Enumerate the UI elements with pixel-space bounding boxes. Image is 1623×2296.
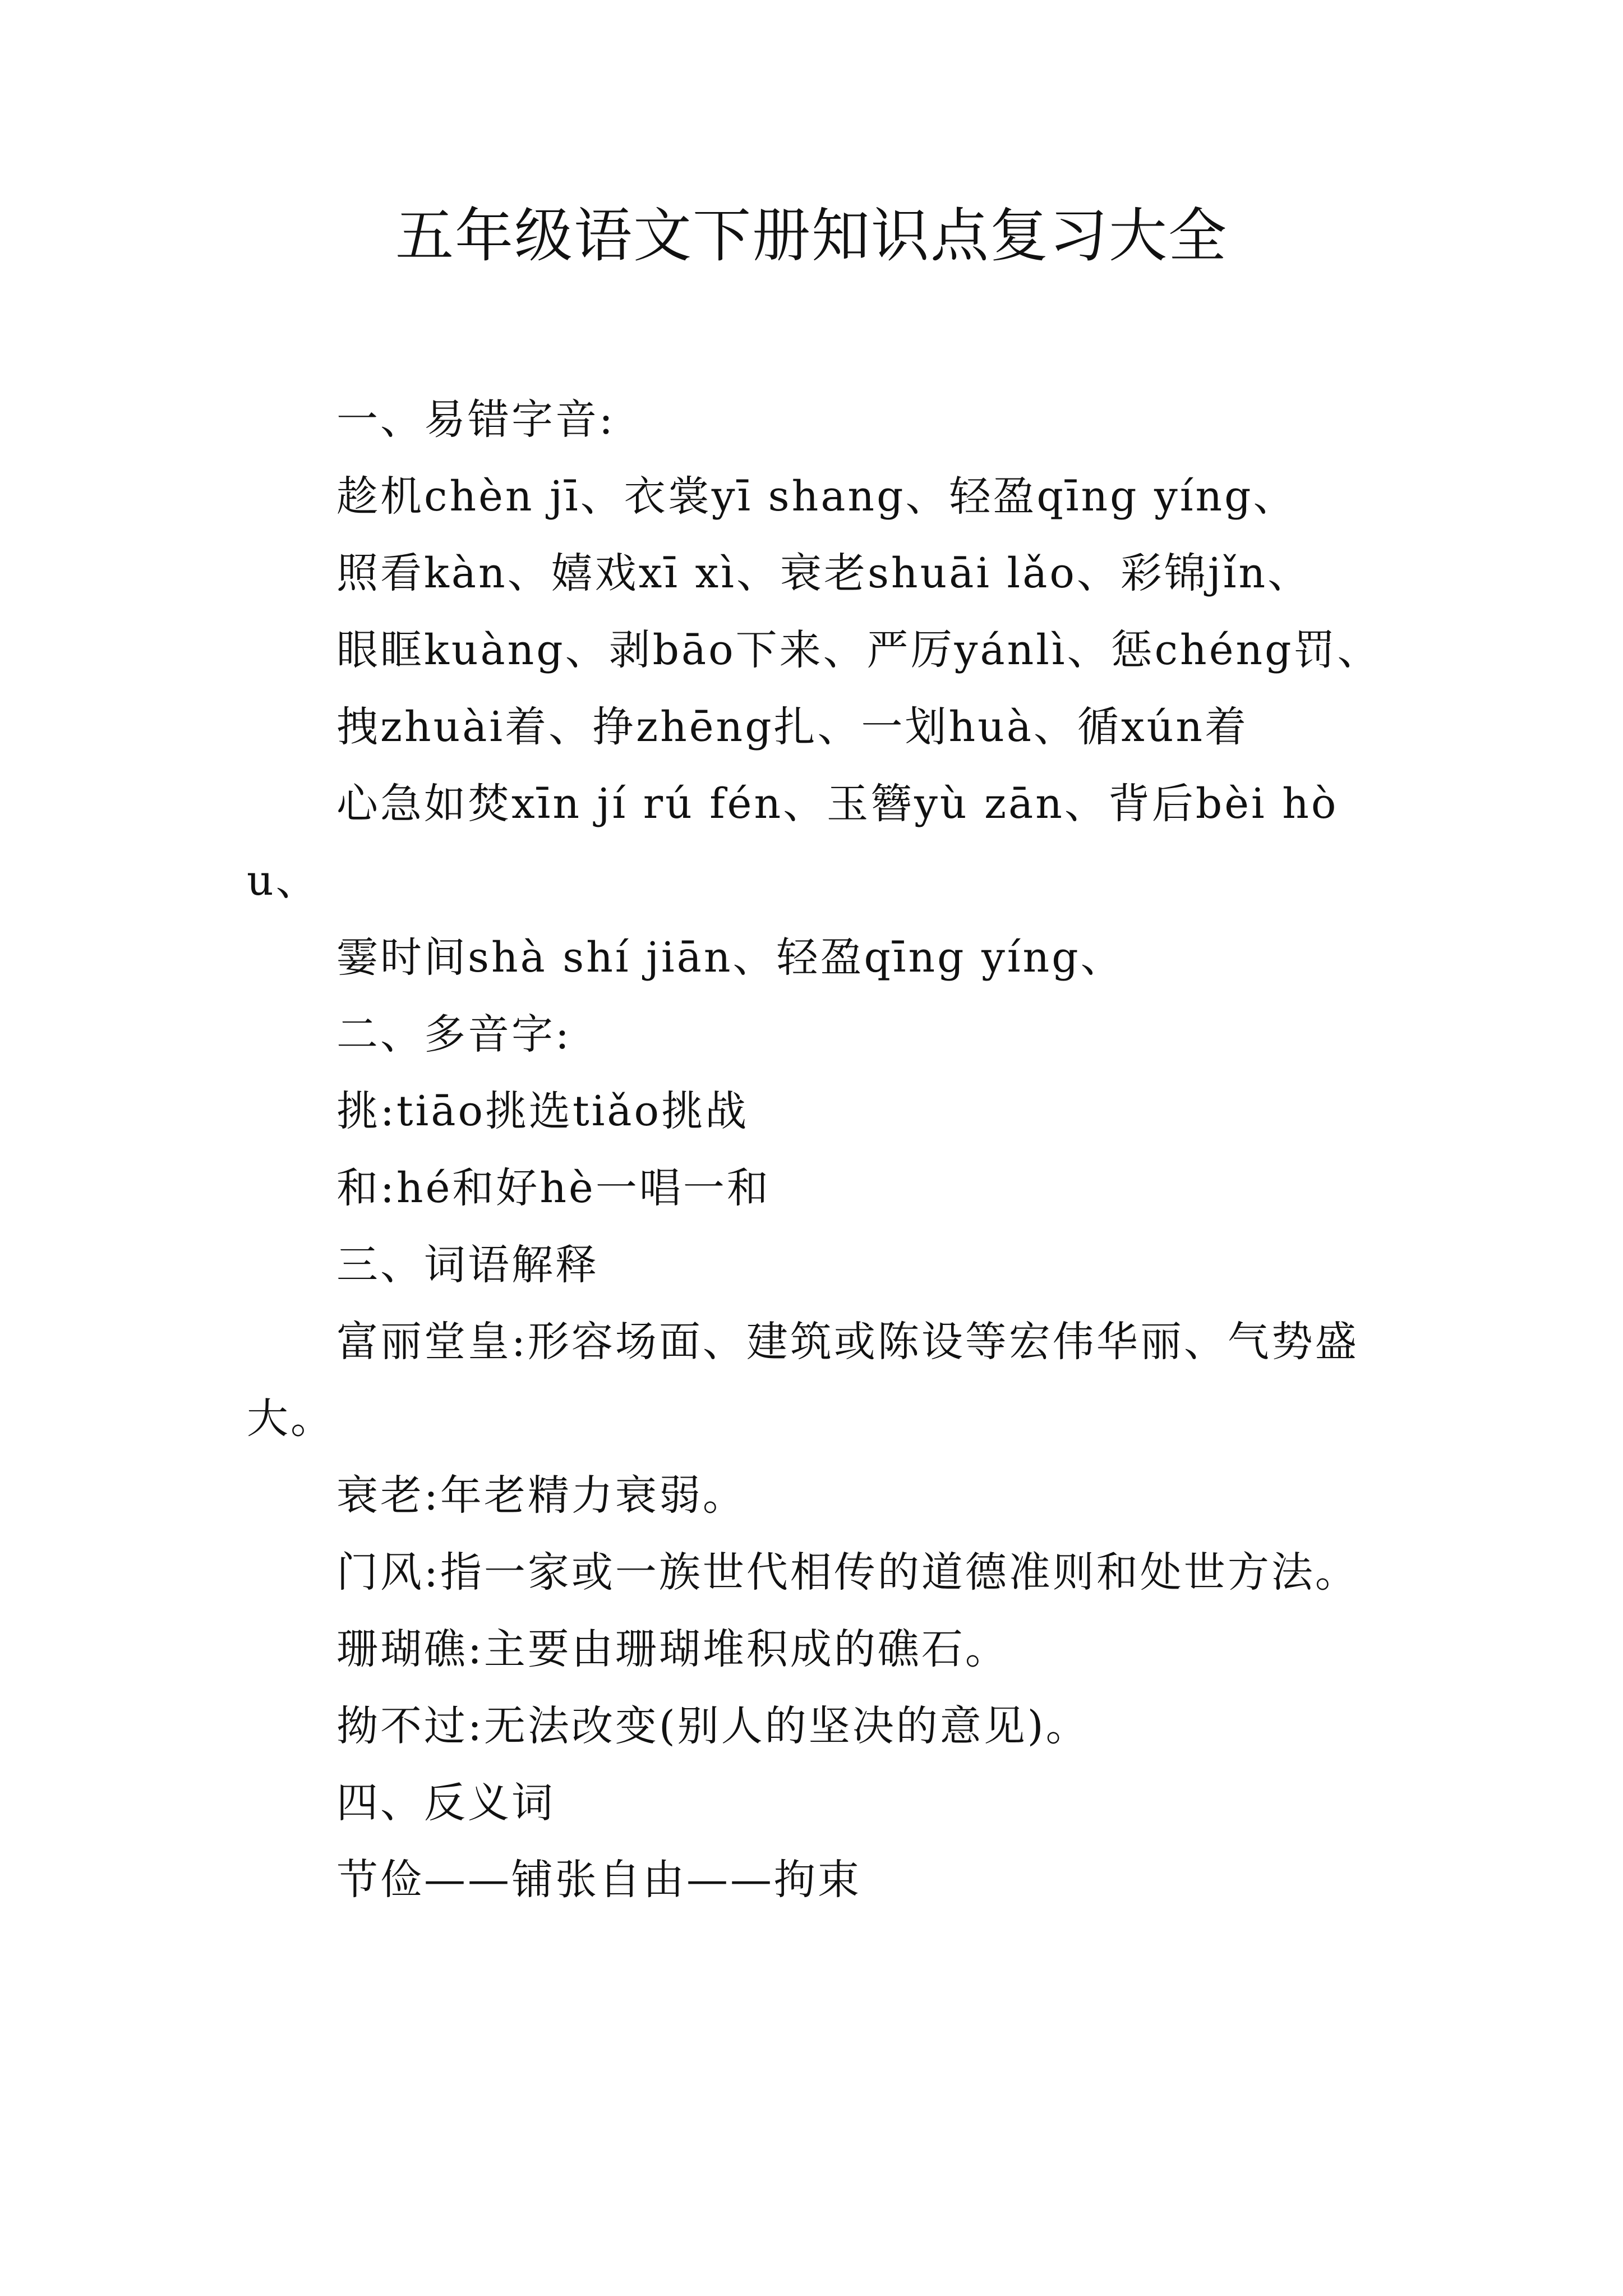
definition-line: 珊瑚礁:主要由珊瑚堆积成的礁石。 — [336, 1625, 1009, 1673]
section-heading-antonyms: 四、反义词 — [336, 1779, 555, 1827]
document-body — [247, 381, 1396, 1918]
antonym-line: 节俭——铺张自由——拘束 — [336, 1856, 861, 1904]
definition-line: 拗不过:无法改变(别人的坚决的意见)。 — [336, 1702, 1090, 1750]
pronunciation-line: 霎时间shà shí jiān、轻盈qīng yíng、 — [336, 933, 1124, 982]
section-heading-polyphones: 二、多音字: — [336, 1010, 571, 1059]
pronunciation-line: 趁机chèn jī、衣裳yī shang、轻盈qīng yíng、 — [336, 472, 1297, 521]
polyphone-line: 和:hé和好hè一唱一和 — [336, 1164, 771, 1212]
section-heading-definitions: 三、词语解释 — [336, 1241, 599, 1289]
pronunciation-line: 心急如焚xīn jí rú fén、玉簪yù zān、背后bèi hòu、 — [247, 780, 1339, 905]
section-heading-pronunciation: 一、易错字音: — [336, 395, 615, 444]
definition-line: 富丽堂皇:形容场面、建筑或陈设等宏伟华丽、气势盛大。 — [247, 1318, 1359, 1443]
document-title: 五年级语文下册知识点复习大全 — [395, 201, 1228, 270]
pronunciation-line: 拽zhuài着、挣zhēng扎、一划huà、循xún着 — [336, 703, 1249, 751]
definition-line: 衰老:年老精力衰弱。 — [336, 1471, 746, 1520]
definition-line: 门风:指一家或一族世代相传的道德准则和处世方法。 — [336, 1548, 1359, 1596]
polyphone-line: 挑:tiāo挑选tiǎo挑战 — [336, 1087, 749, 1135]
pronunciation-line: 眼眶kuàng、剥bāo下来、严厉yánlì、惩chéng罚、 — [336, 626, 1381, 674]
pronunciation-line: 照看kàn、嬉戏xī xì、衰老shuāi lǎo、彩锦jǐn、 — [336, 549, 1312, 597]
